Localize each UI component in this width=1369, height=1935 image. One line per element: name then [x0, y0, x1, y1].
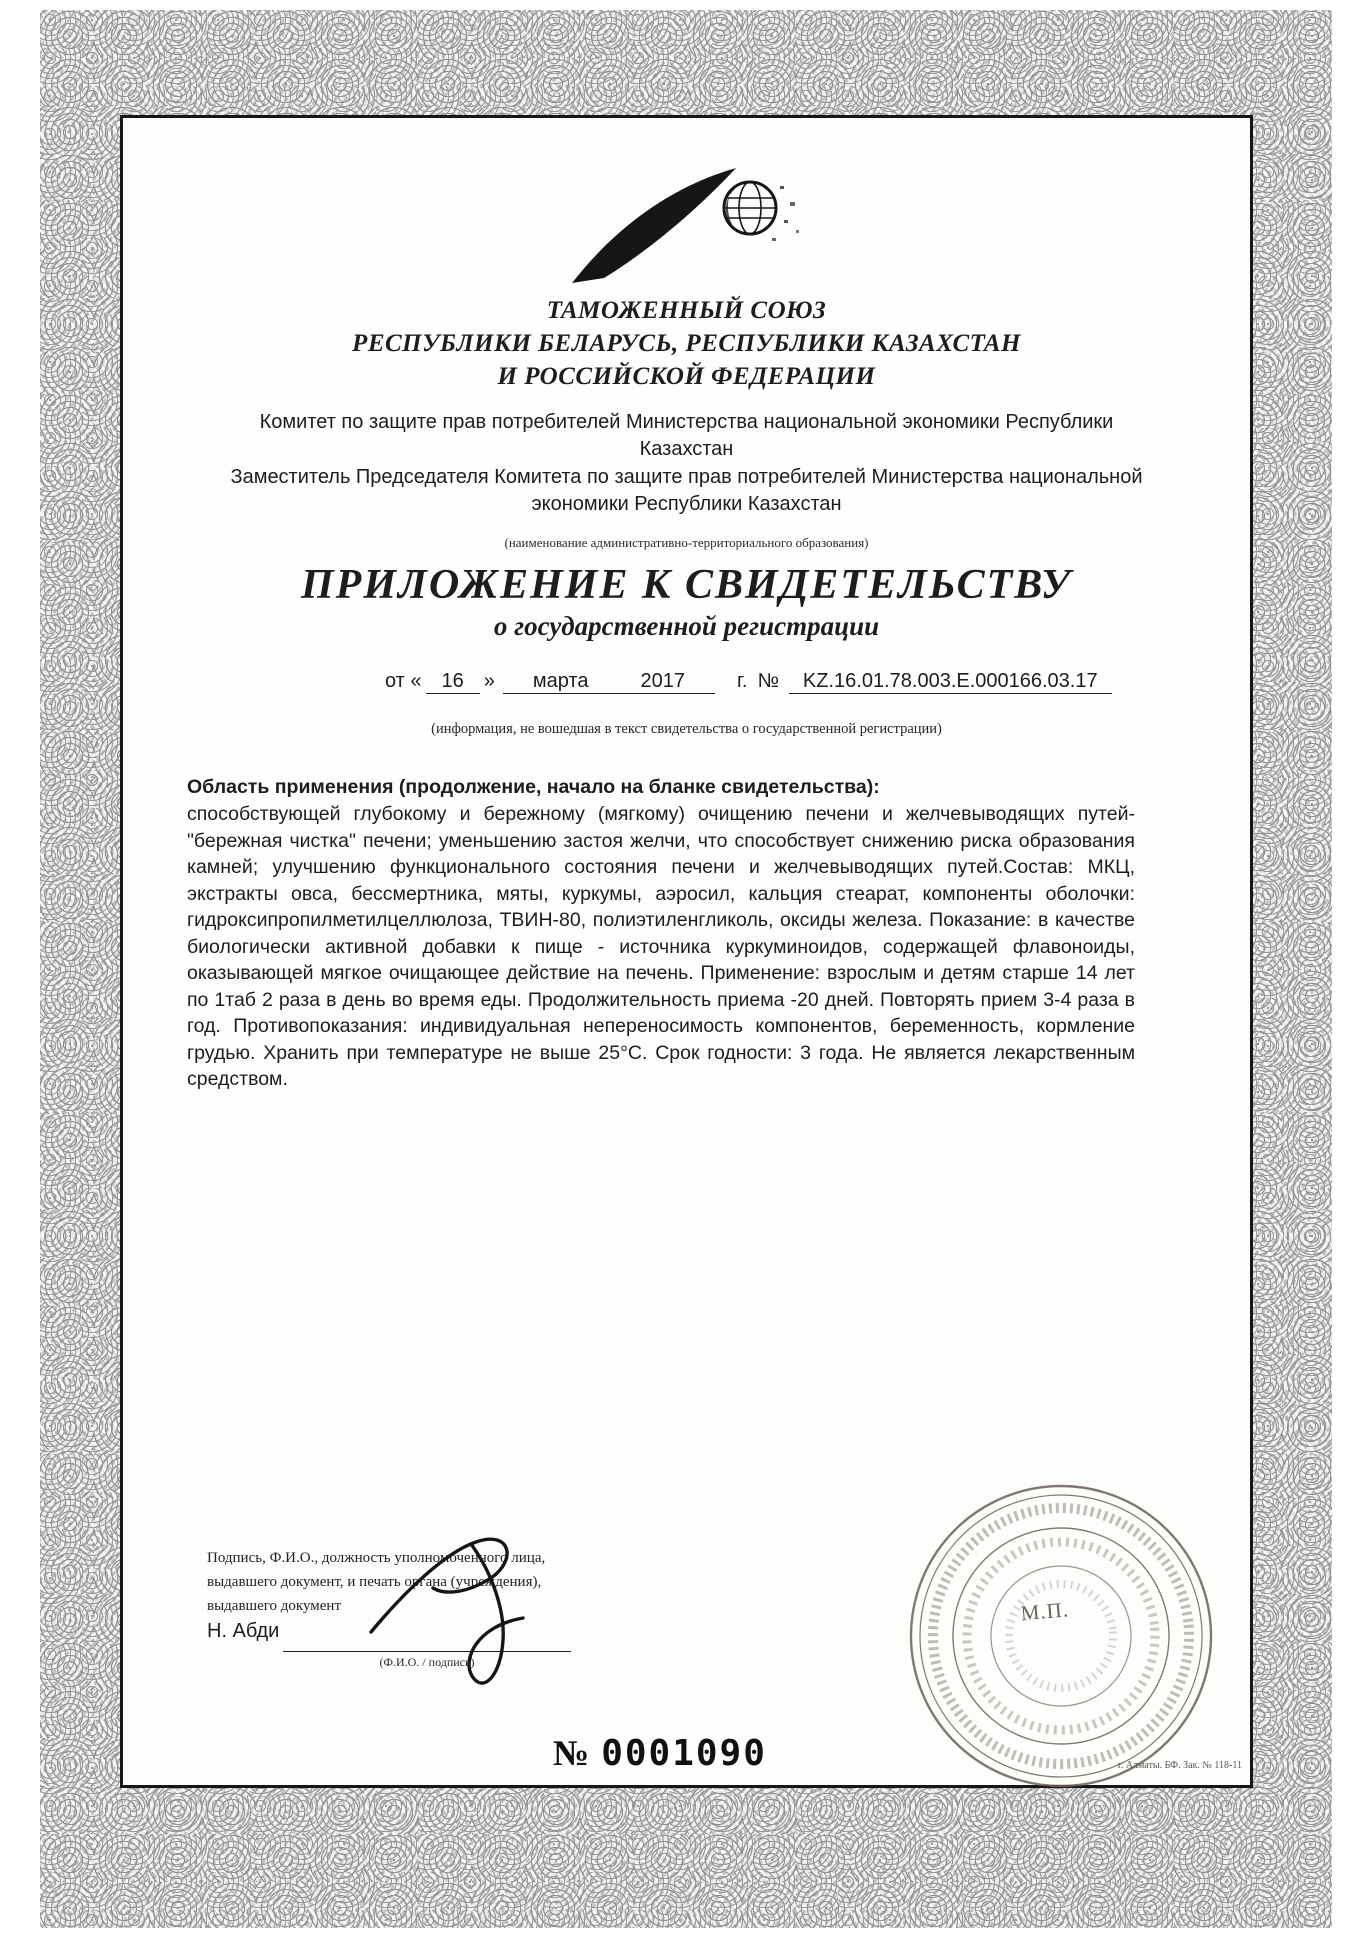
- date-month: марта: [532, 670, 589, 692]
- signer-name: Н. Абди: [207, 1620, 280, 1642]
- registration-number-label: №: [757, 670, 779, 692]
- union-title-block: [123, 294, 1250, 393]
- admin-territory-note: (наименование административно-территориального образования): [504, 535, 869, 550]
- deputy-line-2: экономики Республики Казахстан: [531, 493, 842, 515]
- application-area-heading: Область применения (продолжение, начало на бланке свидетельства):: [187, 776, 880, 798]
- customs-union-logo-icon: [564, 158, 809, 288]
- union-line-3: И РОССИЙСКОЙ ФЕДЕРАЦИИ: [497, 363, 876, 390]
- signature-note-line-3: выдавшего документ: [207, 1598, 342, 1614]
- round-stamp-icon: [892, 1467, 1230, 1805]
- signature-icon: [351, 1510, 581, 1710]
- date-year-suffix: г.: [737, 670, 748, 692]
- date-month-year: [503, 670, 715, 694]
- committee-line-1: Комитет по защите прав потребителей Министерства национальной экономики Республики: [259, 411, 1114, 433]
- date-line: [123, 670, 1250, 694]
- signature-caption-text: (Ф.И.О. / подпись): [379, 1655, 475, 1669]
- date-year: 2017: [640, 670, 686, 692]
- date-prefix: от «: [385, 670, 422, 692]
- document-subtitle: о государственной регистрации: [493, 611, 880, 641]
- serial-number: [553, 1732, 767, 1774]
- deputy-line-1: Заместитель Председателя Комитета по защите прав потребителей Министерства национальной: [230, 466, 1143, 488]
- union-line-2: РЕСПУБЛИКИ БЕЛАРУСЬ, РЕСПУБЛИКИ КАЗАХСТАН: [352, 330, 1021, 357]
- signature-note-line-1: Подпись, Ф.И.О., должность уполномоченного лица,: [207, 1550, 546, 1566]
- document-title: ПРИЛОЖЕНИЕ К СВИДЕТЕЛЬСТВУ: [301, 562, 1072, 608]
- issuing-officer-title: [153, 464, 1220, 518]
- signature-note-line-2: выдавшего документ, и печать органа (учреждения),: [207, 1574, 542, 1590]
- certificate-sheet: [120, 115, 1253, 1788]
- stamp-mp-label: М.П.: [1019, 1597, 1070, 1626]
- union-line-1: ТАМОЖЕННЫЙ СОЮЗ: [546, 297, 827, 324]
- date-day: 16: [426, 670, 480, 694]
- serial-number-digits: 0001090: [601, 1733, 767, 1774]
- application-area-text: способствующей глубокому и бережному (мягкому) очищению печени и желчевыводящих путей- "бережная чистка" печени; уменьшению застоя желчи, что способствует снижению риска образования камней; улучшению функционального состояния печени и желчевыводящих путей.Состав: МКЦ, экстракты овса, бессмертника, мяты, куркумы, аэросил, кальция стеарат, компоненты оболочки: гидроксипропилметилцеллюлоза, ТВИН-80, полиэтиленгликоль, оксиды железа. Показание: в качестве биологически активной добавки к пище - источника куркуминоидов, содержащей флавоноиды, оказывающей мягкое очищающее действие на печень. Применение: взрослым и детям старше 14 лет по 1таб 2 раза в день во время еды. Продолжительность приема -20 дней. Повторять прием 3-4 раза в год. Противопоказания: индивидуальная непереносимость компонентов, беременность, кормление грудью. Хранить при температуре не выше 25°С. Срок годности: 3 года. Не является лекарственным средством.: [187, 803, 1135, 1090]
- serial-number-sign: №: [553, 1733, 592, 1773]
- committee-name: [153, 409, 1220, 463]
- date-close-quote: »: [483, 670, 495, 692]
- committee-line-2: Казахстан: [639, 438, 734, 460]
- info-note: (информация, не вошедшая в текст свидетельства о государственной регистрации): [431, 721, 942, 737]
- registration-number: KZ.16.01.78.003.E.000166.03.17: [789, 670, 1112, 694]
- print-shop-note: г. Алматы. БФ. Зак. № 118-11: [1117, 1760, 1242, 1771]
